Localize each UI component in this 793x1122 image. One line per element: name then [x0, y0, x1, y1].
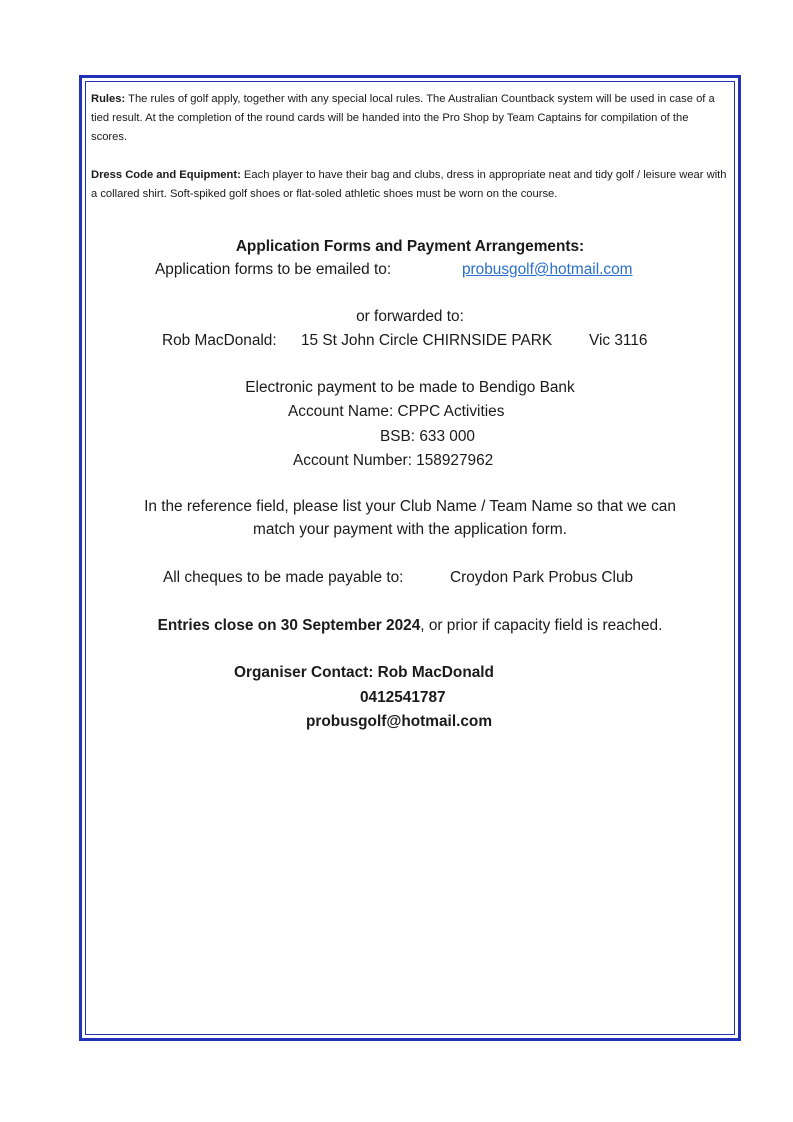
account-name: Account Name: CPPC Activities: [288, 403, 505, 420]
email-link[interactable]: probusgolf@hotmail.com: [462, 261, 633, 278]
cheques-label: All cheques to be made payable to:: [163, 569, 404, 586]
bsb: BSB: 633 000: [380, 428, 475, 445]
account-number: Account Number: 158927962: [293, 452, 494, 469]
dress-code-text: Each player to have their bag and clubs, dress in appropriate neat and tidy golf / leisure wear with a collared shirt. Soft-spiked golf shoes or flat-soled athletic shoes must be worn on the course.: [91, 169, 727, 200]
application-title: Application Forms and Payment Arrangements:: [235, 238, 585, 255]
page-border-inner: [85, 81, 735, 1035]
entries-close-rest: , or prior if capacity field is reached.: [420, 617, 663, 634]
email-label: Application forms to be emailed to:: [155, 261, 392, 278]
organiser-email: probusgolf@hotmail.com: [306, 713, 493, 730]
rules-paragraph: [85, 90, 735, 147]
reference-line-1: In the reference field, please list your Club Name / Team Name so that we can: [144, 498, 676, 515]
content: [85, 90, 735, 223]
dress-code-heading: Dress Code and Equipment:: [91, 169, 241, 181]
rules-text: The rules of golf apply, together with any special local rules. The Australian Countback system will be used in case of a tied result. At the completion of the round cards will be handed into the Pro Shop by Team Captains for compilation of the scores.: [91, 93, 715, 143]
rules-heading: Rules:: [91, 93, 126, 105]
address-street: 15 St John Circle CHIRNSIDE PARK: [301, 332, 553, 349]
address-name: Rob MacDonald:: [162, 332, 277, 349]
entries-close: [85, 614, 735, 637]
reference-line-2: match your payment with the application form.: [253, 521, 567, 538]
dress-code-paragraph: [85, 166, 735, 204]
organiser-phone: 0412541787: [360, 689, 446, 706]
payment-line: Electronic payment to be made to Bendigo Bank: [245, 379, 575, 396]
cheques-payee: Croydon Park Probus Club: [450, 569, 634, 586]
organiser-label: Organiser Contact: Rob MacDonald: [234, 664, 494, 681]
entries-close-date: Entries close on 30 September 2024: [157, 617, 421, 634]
forward-label: or forwarded to:: [356, 308, 464, 325]
address-state: Vic 3116: [589, 332, 648, 349]
